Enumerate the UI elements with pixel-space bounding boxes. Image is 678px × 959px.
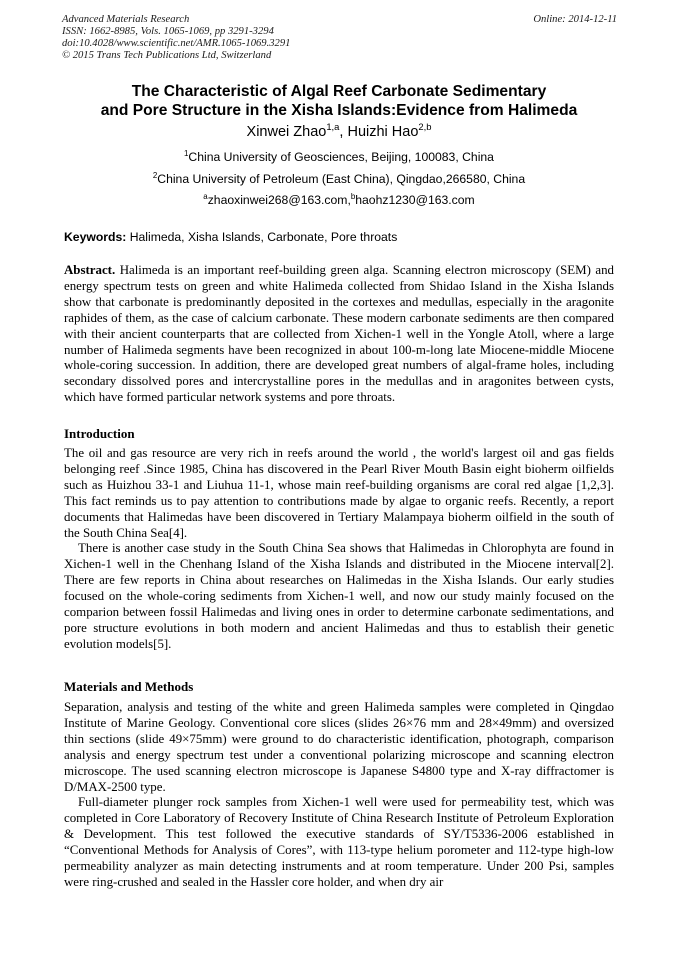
author-separator: , xyxy=(339,124,348,140)
keywords xyxy=(64,230,619,244)
journal-name: Advanced Materials Research xyxy=(62,14,190,25)
paragraph: There is another case study in the South China Sea shows that Halimedas in Chlorophyta are found in Xichen-1 well in the Chenhang Island of the Xisha Islands and distributed in the Miocene interval[2]. There are few reports in China about researches on Halimedas in the Xisha Islands. Our early studies focused on the whole-coring sediments from Xichen-1 well, and now our study mainly focused on the comparion between fossil Halimedas and living ones in order to determine carbonate sedimentations, and pore structure evolutions in both modern and ancient Halimedas and thus to establish their genetic evolution models[5]. xyxy=(64,541,614,651)
author-superscript: 2,b xyxy=(418,121,432,133)
author-name: Xinwei Zhao xyxy=(246,124,327,140)
paragraph: Separation, analysis and testing of the white and green Halimeda samples were completed in Qingdao Institute of Marine Geology. Conventional core slices (slides 26×76 mm and 28×49mm) and oversized thin sections (slide 49×75mm) were ground to do characteristic identification, photograph, comparison analysis and energy spectrum test under a conventional polarizing microscope and scanning electron microscope. The used scanning electron microscope is Japanese S4800 type and X-ray diffractomer is D/MAX-2500 type. xyxy=(64,700,614,794)
keywords-label: Keywords: xyxy=(64,230,127,244)
title-line-2: and Pore Structure in the Xisha Islands:Evidence from Halimeda xyxy=(100,102,578,119)
keywords-text: Halimeda, Xisha Islands, Carbonate, Pore throats xyxy=(126,230,398,244)
title-line-1: The Characteristic of Algal Reef Carbonate Sedimentary xyxy=(131,83,547,100)
email-address: zhaoxinwei268@163.com, xyxy=(207,193,351,207)
paragraph: Full-diameter plunger rock samples from Xichen-1 well were used for permeability test, which was completed in Core Laboratory of Recovery Institute of China Research Institute of Petroleum Exploration & Development. This test followed the executive standards of SY/T5336-2006 established in “Conventional Methods for Analysis of Cores”, with 113-type helium porometer and 112-type high-low permeability analyzer as main detecting instruments and at room temperature. Under 200 Psi, samples were ring-crushed and sealed in the Hassler core holder, and when dry air xyxy=(64,795,614,889)
paragraph: The oil and gas resource are very rich in reefs around the world , the world's largest oil and gas fields belonging reef .Since 1985, China has discovered in the Pearl River Mouth Basin eight bioherm oilfields such as Huizhou 33-1 and Liuhua 11-1, whose main reef-building organisms are coral red algae [1,2,3]. This fact reminds us to pay attention to contributions made by algae to organic reefs. Recently, a report documents that Halimedas have been discovered in Tertiary Malampaya bioherm oilfield in the south of the South China Sea[4]. xyxy=(64,446,614,540)
methods-body xyxy=(64,700,614,891)
email-superscript: a xyxy=(203,191,208,201)
introduction-body xyxy=(64,446,614,653)
affiliation-superscript: 2 xyxy=(152,170,158,180)
abstract xyxy=(64,263,614,406)
section-heading-introduction: Introduction xyxy=(64,426,135,441)
affiliation-text: China University of Geosciences, Beijing, 100083, China xyxy=(188,150,494,164)
abstract-label: Abstract. xyxy=(64,263,116,277)
author-list xyxy=(40,121,638,140)
abstract-text: Halimeda is an important reef-building green alga. Scanning electron microscopy (SEM) and energy spectrum tests on green and white Halimeda collected from Shidao Island in the Xisha Islands show that carbonate is predominantly deposited in the cortexes and medullas, especially in the aragonite raphides of them, as the case of calcium carbonate. These modern carbonate sediments are then compared with their ancient counterparts that are collected from Xichen-1 well in the Yongle Atoll, where a large number of Halimeda segments have been recognized in about 100-m-long late Miocene-middle Miocene whole-coring succession. In addition, there are developed great numbers of algal-frame holes, including secondary dissolved pores and intercrystalline pores in the medullas and in aragonites between cysts, which have formed particular network systems and pore throats. xyxy=(64,263,614,405)
copyright-line: © 2015 Trans Tech Publications Ltd, Switzerland xyxy=(62,50,272,61)
affiliation-text: China University of Petroleum (East China), Qingdao,266580, China xyxy=(157,172,526,186)
online-date: Online: 2014-12-11 xyxy=(533,14,617,25)
affiliation-superscript: 1 xyxy=(184,148,189,158)
section-heading-methods: Materials and Methods xyxy=(64,679,194,694)
issn-line: ISSN: 1662-8985, Vols. 1065-1069, pp 3291-3294 xyxy=(62,26,274,37)
paper-title xyxy=(40,82,638,120)
author-name: Huizhi Hao xyxy=(347,124,419,140)
affiliation-1 xyxy=(40,150,638,164)
doi-line: doi:10.4028/www.scientific.net/AMR.1065-1069.3291 xyxy=(62,38,291,49)
affiliation-2 xyxy=(40,172,638,186)
email-address: haohz1230@163.com xyxy=(355,193,475,207)
author-superscript: 1,a xyxy=(326,121,340,133)
email-line xyxy=(40,193,638,207)
journal-header xyxy=(62,14,617,62)
email-superscript: b xyxy=(350,191,356,201)
